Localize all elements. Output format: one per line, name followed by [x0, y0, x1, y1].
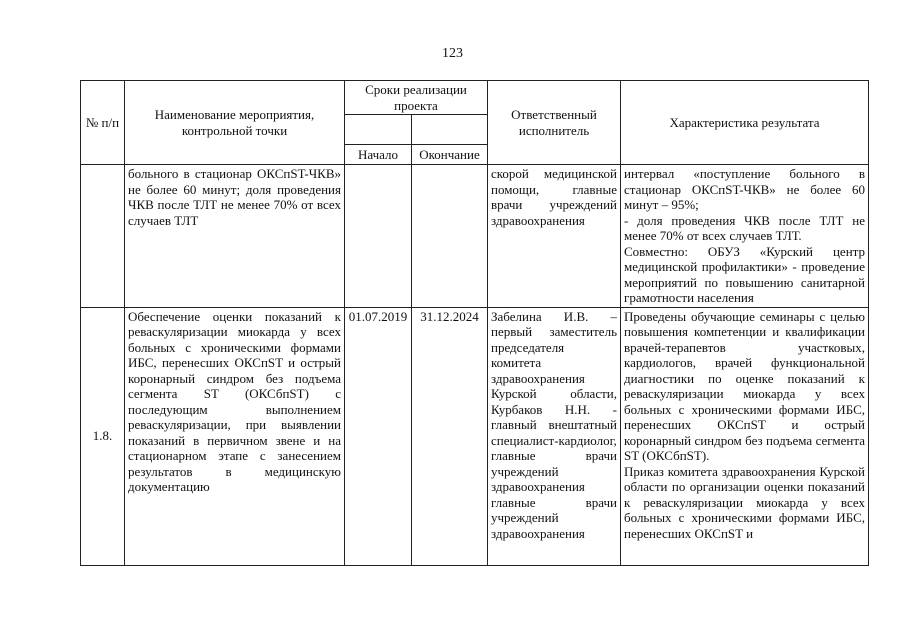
row-result: [621, 165, 869, 308]
row-num: 1.8.: [81, 307, 125, 565]
row-result: [621, 307, 869, 565]
table-row: [81, 307, 869, 565]
plan-table: [80, 80, 869, 566]
header-end: Окончание: [412, 145, 488, 165]
header-period: Сроки реализации проекта: [345, 81, 488, 115]
header-result: Характеристика результата: [621, 81, 869, 165]
result-paragraph: - доля проведения ЧКВ после ТЛТ не менее 70% от всех случаев ТЛТ.: [624, 212, 865, 243]
result-paragraph: интервал «поступление больного в стационар ОКСпST-ЧКВ» не более 60 минут – 95%;: [624, 166, 865, 212]
row-end: 31.12.2024: [412, 307, 488, 565]
header-num: № п/п: [81, 81, 125, 165]
row-end: [412, 165, 488, 308]
row-responsible: скорой медицинской помощи, главные врачи учреждений здравоохранения: [488, 165, 621, 308]
table-row: [81, 165, 869, 308]
header-period-spacer-start: [345, 115, 412, 145]
page-number: 123: [442, 46, 463, 61]
row-responsible: Забелина И.В. – первый заместитель председателя комитета здравоохранения Курской области, Курбаков Н.Н. - главный внештатный специалист-кардиолог, главные врачи учреждений здравоохранения главные врачи учреждений здравоохранения: [488, 307, 621, 565]
row-name: больного в стационар ОКСпST-ЧКВ» не более 60 минут; доля проведения ЧКВ после ТЛТ не менее 70% от всех случаев ТЛТ: [125, 165, 345, 308]
header-start: Начало: [345, 145, 412, 165]
result-paragraph: Совместно: ОБУЗ «Курский центр медицинской профилактики» - проведение мероприятий по повышению санитарной грамотности населения: [624, 243, 865, 305]
header-name: Наименование мероприятия, контрольной точки: [125, 81, 345, 165]
header-period-spacer-end: [412, 115, 488, 145]
row-name: Обеспечение оценки показаний к реваскуляризации миокарда у всех больных с хроническими формами ИБС, перенесших ОКСпST и острый коронарный синдром без подъема сегмента ST (ОКСбпST) с последующим выполнением реваскуляризации, при выявлении показаний в первичном звене и на стационарном этапе с занесением результатов в медицинскую документацию: [125, 307, 345, 565]
row-start: [345, 165, 412, 308]
result-paragraph: Приказ комитета здравоохранения Курской области по организации оценки показаний к реваскуляризации миокарда у всех больных с хроническими формами ИБС, перенесших ОКСпST и: [624, 463, 865, 541]
row-num: [81, 165, 125, 308]
row-start: 01.07.2019: [345, 307, 412, 565]
header-responsible: Ответственный исполнитель: [488, 81, 621, 165]
result-paragraph: Проведены обучающие семинары с целью повышения компетенции и квалификации врачей-терапевтов участковых, кардиологов, врачей функциональной диагностики по оценке показаний к реваскуляризации миокарда у всех больных с хроническими формами ИБС, перенесших ОКСпST и острый коронарный синдром без подъема сегмента ST (ОКСбпST).: [624, 308, 865, 463]
